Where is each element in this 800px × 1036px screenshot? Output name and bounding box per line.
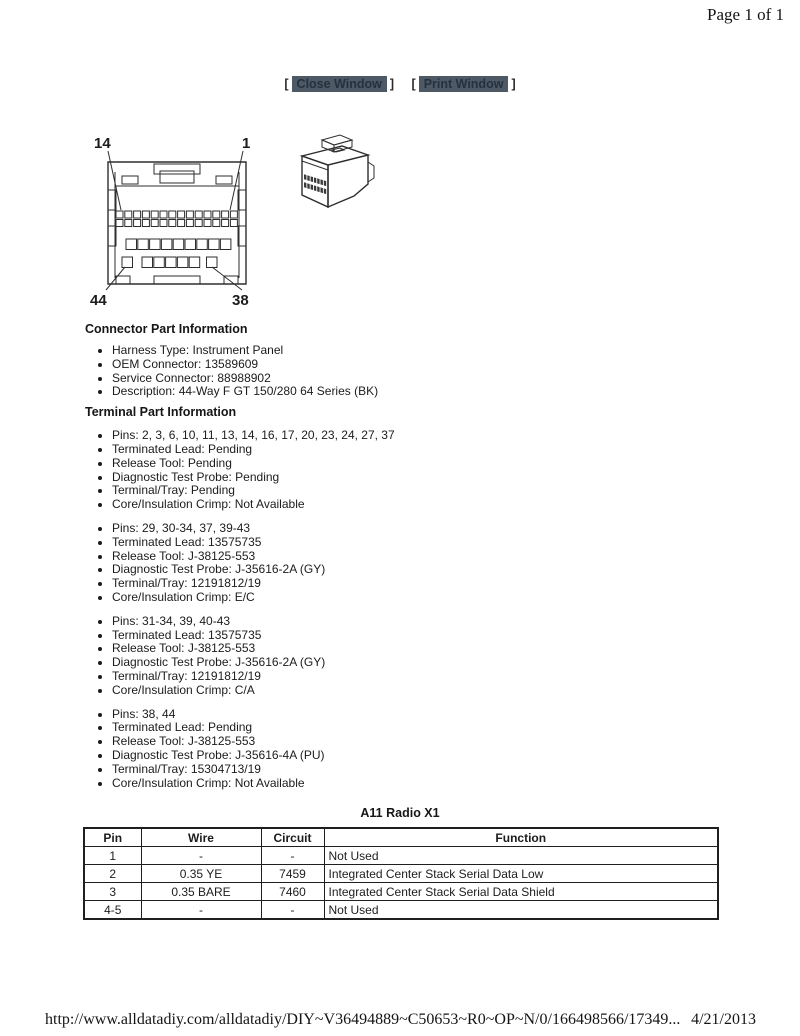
spec-item: • Pins: 2, 3, 6, 10, 11, 13, 14, 16, 17, 20, 23, 24, 27, 37	[112, 429, 730, 443]
cell-circuit: 7460	[261, 883, 324, 901]
spec-item: • Pins: 31-34, 39, 40-43	[112, 615, 730, 629]
table-row	[84, 847, 718, 865]
spec-item: • Core/Insulation Crimp: Not Available	[112, 498, 730, 512]
spec-item: • Diagnostic Test Probe: J-35616-2A (GY)	[112, 563, 730, 577]
pin-row-top	[116, 211, 237, 227]
terminal-groups	[85, 429, 730, 790]
pin-label-top-right: 1	[242, 135, 251, 152]
footer-date: 4/21/2013	[691, 1011, 756, 1028]
footer-url: http://www.alldatadiy.com/alldatadiy/DIY~V36494889~C50653~R0~OP~N/0/166498566/17349...	[45, 1011, 681, 1028]
cell-function: Integrated Center Stack Serial Data Low	[324, 865, 718, 883]
spec-item: • Terminated Lead: Pending	[112, 443, 730, 457]
cell-function: Not Used	[324, 901, 718, 920]
spec-item: • Release Tool: J-38125-553	[112, 642, 730, 656]
print-footer	[45, 1011, 756, 1029]
spec-item: • Diagnostic Test Probe: Pending	[112, 471, 730, 485]
terminal-info-title: Terminal Part Information	[85, 405, 237, 420]
header-circuit: Circuit	[261, 828, 324, 847]
spec-item: • Core/Insulation Crimp: E/C	[112, 591, 730, 605]
pinout-section	[83, 806, 717, 920]
spec-item: • Pins: 29, 30-34, 37, 39-43	[112, 522, 730, 536]
terminal-hatching	[304, 174, 326, 194]
print-window-button[interactable]: Print Window	[419, 76, 509, 92]
part-information	[85, 322, 730, 800]
table-row	[84, 883, 718, 901]
spec-item: • Release Tool: Pending	[112, 457, 730, 471]
spec-item: • Core/Insulation Crimp: Not Available	[112, 777, 730, 791]
cell-circuit: 7459	[261, 865, 324, 883]
cell-wire: 0.35 BARE	[141, 883, 261, 901]
terminal-group-3	[85, 615, 730, 698]
bracket: ]	[511, 77, 516, 91]
spec-item: • Terminal/Tray: 12191812/19	[112, 577, 730, 591]
connector-diagrams	[82, 130, 376, 310]
table-row	[84, 901, 718, 920]
spec-item: • Pins: 38, 44	[112, 708, 730, 722]
spec-item: • Terminated Lead: Pending	[112, 721, 730, 735]
cell-pin: 1	[84, 847, 141, 865]
spec-item: • Terminal/Tray: 15304713/19	[112, 763, 730, 777]
connector-info-title: Connector Part Information	[85, 322, 248, 336]
pin-label-bottom-left: 44	[90, 292, 107, 309]
header-pin: Pin	[84, 828, 141, 847]
connector-3d-view	[288, 132, 376, 212]
spec-item: • Terminated Lead: 13575735	[112, 536, 730, 550]
cell-function: Integrated Center Stack Serial Data Shield	[324, 883, 718, 901]
table-header-row	[84, 828, 718, 847]
spec-item: • Diagnostic Test Probe: J-35616-2A (GY)	[112, 656, 730, 670]
spec-item: • Release Tool: J-38125-553	[112, 735, 730, 749]
cell-pin: 2	[84, 865, 141, 883]
pin-label-bottom-right: 38	[232, 292, 249, 309]
cell-function: Not Used	[324, 847, 718, 865]
pin-row-bottom	[122, 257, 217, 268]
cell-circuit: -	[261, 847, 324, 865]
header-function: Function	[324, 828, 718, 847]
print-window-group	[409, 77, 519, 91]
pinout-table-title: A11 Radio X1	[360, 806, 440, 820]
terminal-group-2	[85, 522, 730, 605]
close-window-group	[281, 77, 397, 91]
terminal-group-1	[85, 429, 730, 512]
cell-wire: -	[141, 847, 261, 865]
spec-item: • Terminal/Tray: Pending	[112, 484, 730, 498]
pin-label-top-left: 14	[94, 135, 111, 152]
spec-item: • Terminated Lead: 13575735	[112, 629, 730, 643]
spec-item: • Terminal/Tray: 12191812/19	[112, 670, 730, 684]
table-row	[84, 865, 718, 883]
spec-item: • OEM Connector: 13589609	[112, 358, 730, 372]
cell-wire: -	[141, 901, 261, 920]
connector-info-list	[85, 344, 730, 399]
bracket: [	[284, 77, 289, 91]
close-window-button[interactable]: Close Window	[292, 76, 387, 92]
spec-item: • Harness Type: Instrument Panel	[112, 344, 730, 358]
connector-face-diagram	[82, 130, 272, 310]
pinout-table	[83, 827, 719, 920]
spec-item: • Diagnostic Test Probe: J-35616-4A (PU)	[112, 749, 730, 763]
window-toolbar	[0, 77, 800, 91]
terminal-group-4	[85, 708, 730, 791]
bracket: ]	[389, 77, 395, 91]
cell-pin: 3	[84, 883, 141, 901]
spec-item: • Description: 44-Way F GT 150/280 64 Series (BK)	[112, 385, 730, 399]
spec-item: • Core/Insulation Crimp: C/A	[112, 684, 730, 698]
header-wire: Wire	[141, 828, 261, 847]
pin-row-middle	[126, 239, 231, 250]
cell-pin: 4-5	[84, 901, 141, 920]
cell-circuit: -	[261, 901, 324, 920]
bracket: [	[411, 77, 416, 91]
spec-item: • Release Tool: J-38125-553	[112, 550, 730, 564]
page-number: Page 1 of 1	[707, 5, 784, 24]
cell-wire: 0.35 YE	[141, 865, 261, 883]
spec-item: • Service Connector: 88988902	[112, 372, 730, 386]
